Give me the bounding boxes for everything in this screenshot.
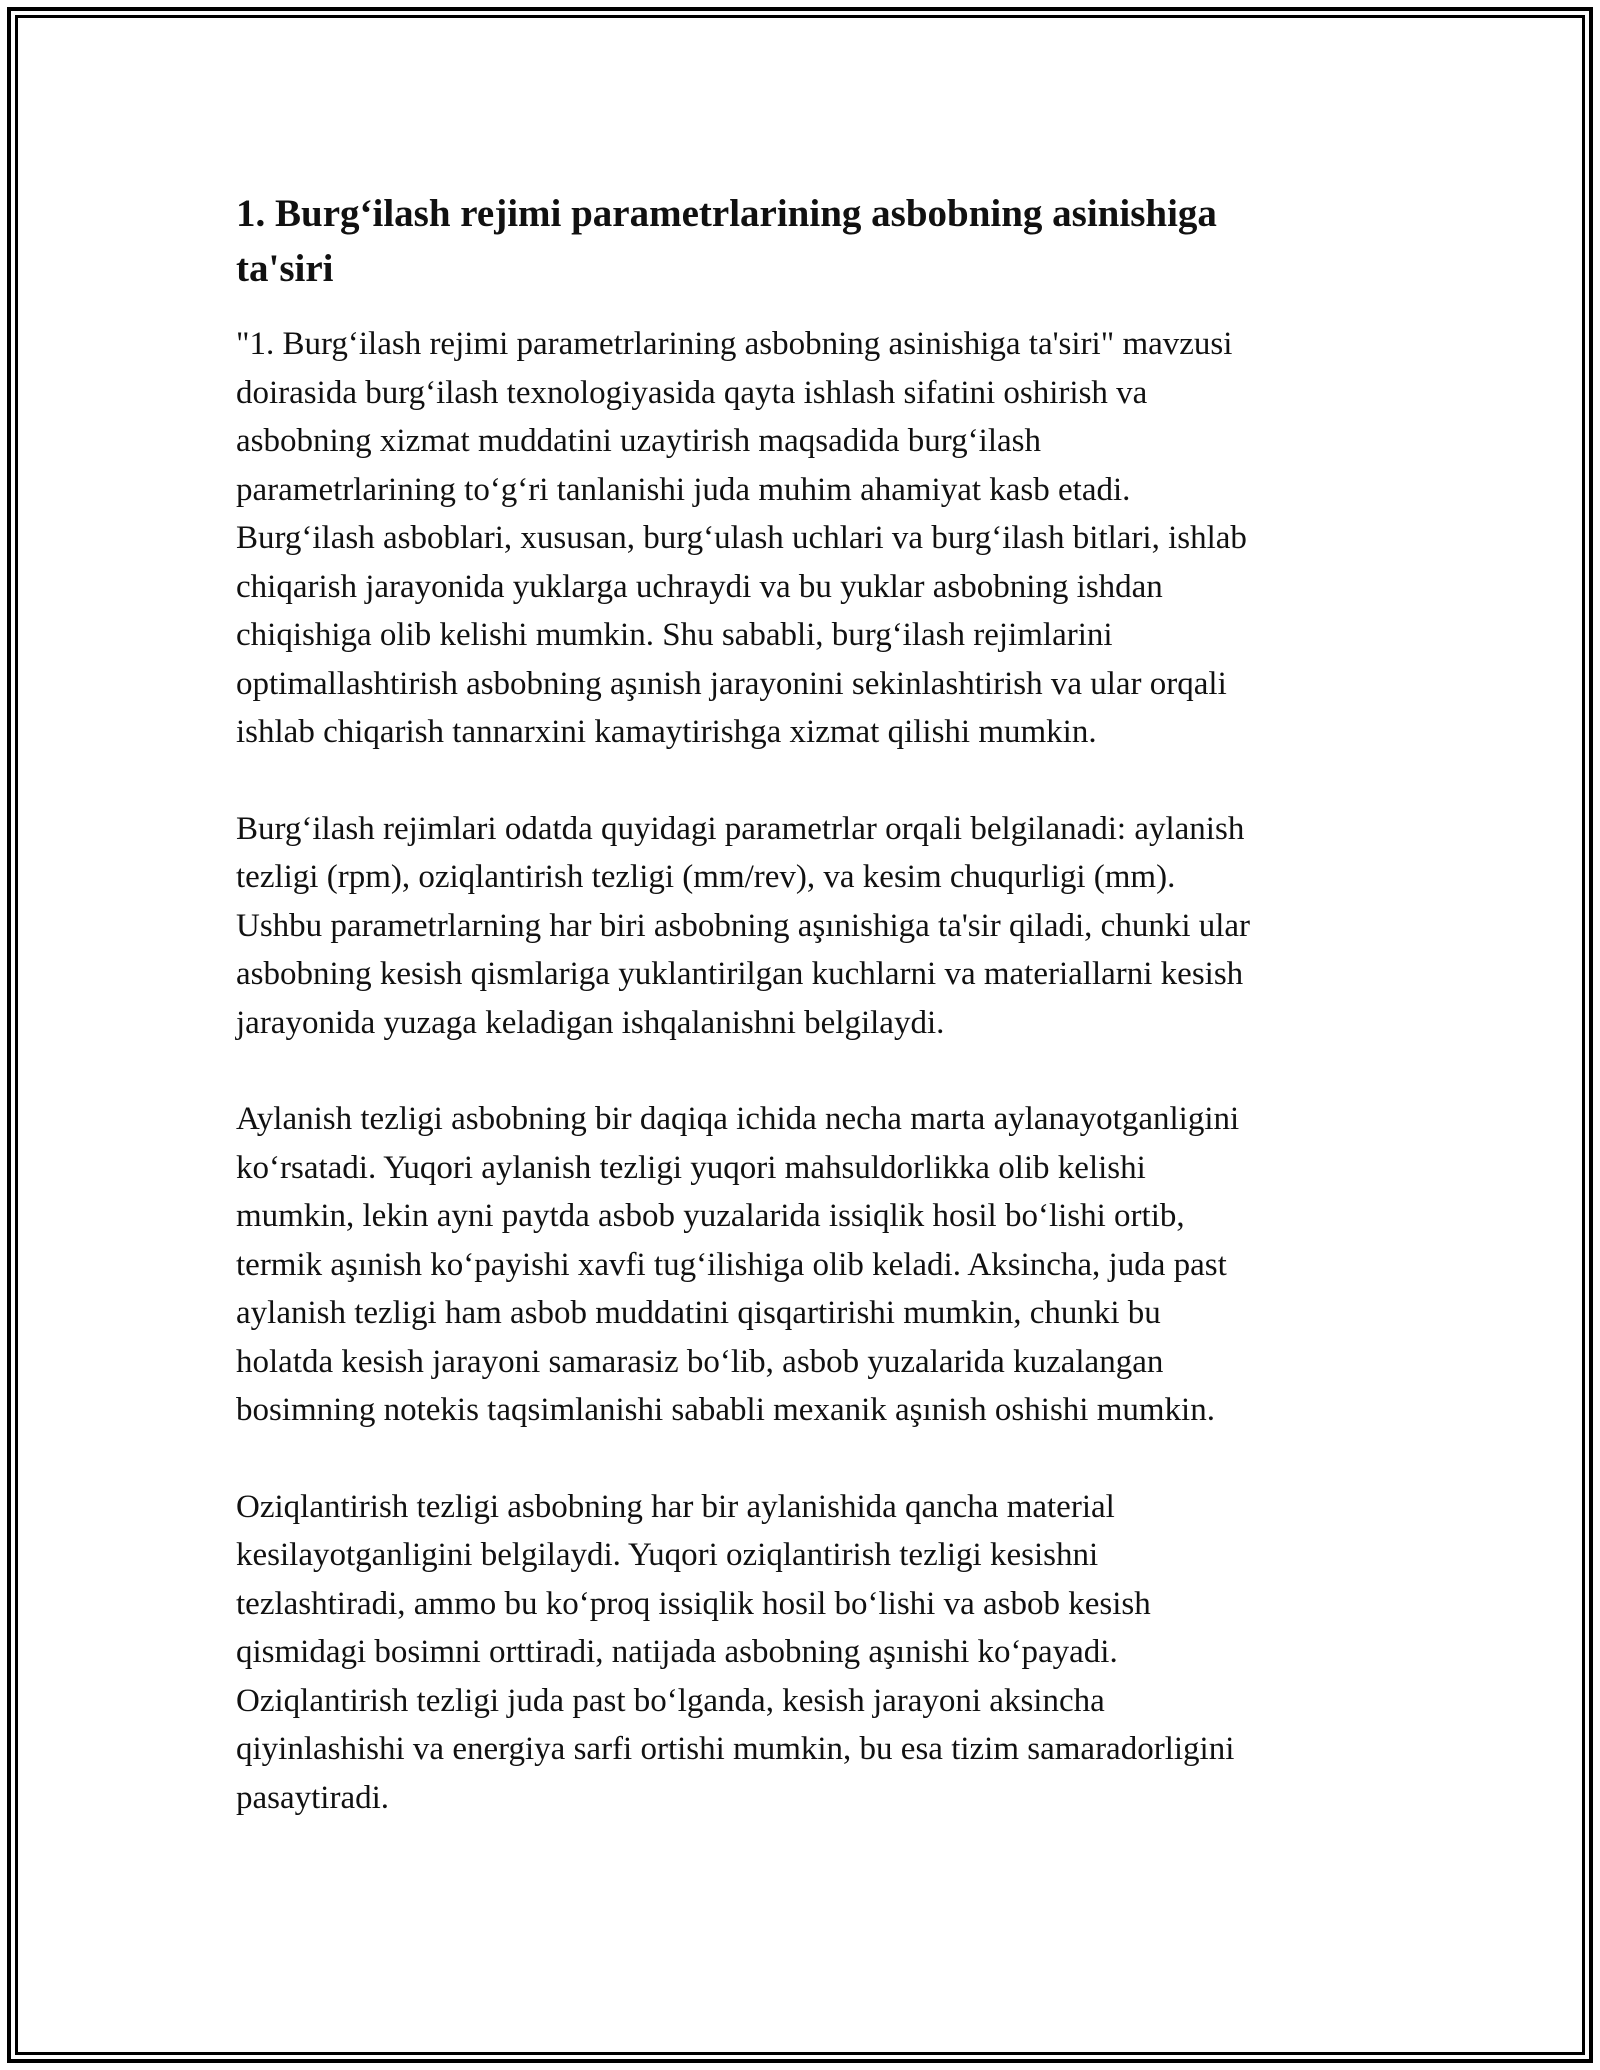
paragraph-intro: "1. Burg‘ilash rejimi parametrlarining asbobning asinishiga ta'siri" mavzusi doirasida burg‘ilash texnologiyasida qayta ishlash sifatini oshirish va asbobning xizmat muddatini uzaytirish maqsadida burg‘ilash parametrlarining to‘g‘ri tanlanishi juda muhim ahamiyat kasb etadi. Burg‘ilash asboblari, xususan, burg‘ulash uchlari va burg‘ilash bitlari, ishlab chiqarish jarayonida yuklarga uchraydi va bu yuklar asbobning ishdan chiqishiga olib kelishi mumkin. Shu sababli, burg‘ilash rejimlarini optimallashtirish asbobning aşınish jarayonini sekinlashtirish va ular orqali ishlab chiqarish tannarxini kamaytirishga xizmat qilishi mumkin.	[236, 326, 1247, 750]
paragraph-parameters: Burg‘ilash rejimlari odatda quyidagi parametrlar orqali belgilanadi: aylanish tezligi (rpm), oziqlantirish tezligi (mm/rev), va kesim chuqurligi (mm). Ushbu parametrlarning har biri asbobning aşınishiga ta'sir qiladi, chunki ular asbobning kesish qismlariga yuklantirilgan kuchlarni va materiallarni kesish jarayonida yuzaga keladigan ishqalanishni belgilaydi.	[236, 810, 1251, 1041]
paragraph-rotation-speed: Aylanish tezligi asbobning bir daqiqa ichida necha marta aylanayotganligini ko‘rsatadi. Yuqori aylanish tezligi yuqori mahsuldorlikka olib kelishi mumkin, lekin ayni paytda asbob yuzalarida issiqlik hosil bo‘lishi ortib, termik aşınish ko‘payishi xavfi tug‘ilishiga olib keladi. Aksincha, juda past aylanish tezligi ham asbob muddatini qisqartirishi mumkin, chunki bu holatda kesish jarayoni samarasiz bo‘lib, asbob yuzalarida kuzalangan bosimning notekis taqsimlanishi sababli mexanik aşınish oshishi mumkin.	[236, 1101, 1240, 1428]
paragraph-feed-rate: Oziqlantirish tezligi asbobning har bir aylanishida qancha material kesilayotganligini belgilaydi. Yuqori oziqlantirish tezligi kesishni tezlashtiradi, ammo bu ko‘proq issiqlik hosil bo‘lishi va asbob kesish qismidagi bosimni orttiradi, natijada asbobning aşınishi ko‘payadi. Oziqlantirish tezligi juda past bo‘lganda, kesish jarayoni aksincha qiyinlashishi va energiya sarfi ortishi mumkin, bu esa tizim samaradorligini pasaytiradi.	[236, 1488, 1235, 1816]
section-heading: 1. Burg‘ilash rejimi parametrlarining asbobning asinishiga ta'siri	[236, 192, 1217, 290]
document-body	[236, 186, 1366, 1870]
